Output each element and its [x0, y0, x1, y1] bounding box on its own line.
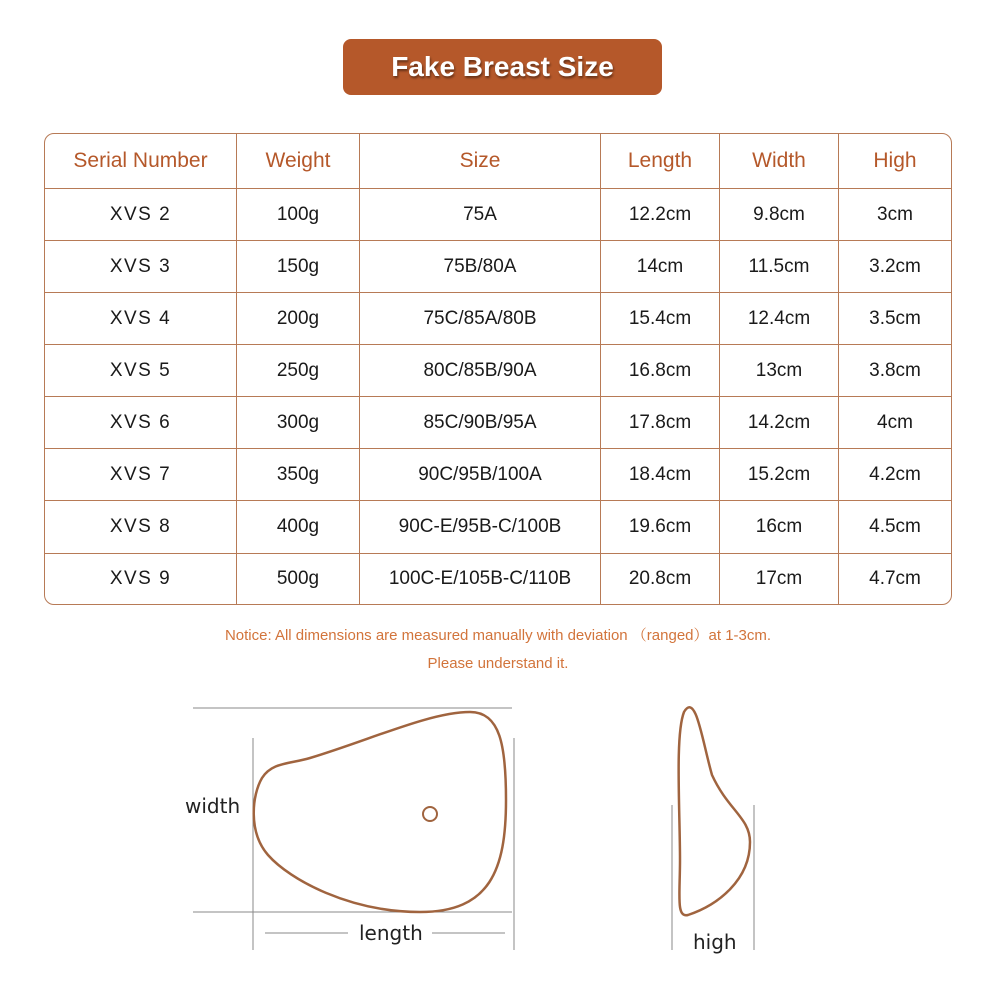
- cell-size: 100C-E/105B-C/110B: [360, 553, 601, 604]
- header-serial-number: Serial Number: [45, 134, 237, 189]
- notice-line-2: Please understand it.: [427, 655, 569, 672]
- cell-serial: XVS 8: [45, 501, 237, 553]
- cell-weight: 500g: [237, 553, 360, 604]
- cell-weight: 150g: [237, 241, 360, 293]
- cell-weight: 300g: [237, 397, 360, 449]
- cell-width: 13cm: [720, 345, 839, 397]
- page-title: Fake Breast Size: [391, 51, 614, 82]
- cell-serial: XVS 5: [45, 345, 237, 397]
- breast-form-front-outline: [254, 712, 506, 912]
- cell-high: 3cm: [839, 189, 952, 241]
- high-label: high: [693, 930, 737, 954]
- notice-line-1: Notice: All dimensions are measured manually with deviation （ranged）at 1-3cm.: [224, 627, 772, 644]
- cell-weight: 350g: [237, 449, 360, 501]
- cell-size: 80C/85B/90A: [360, 345, 601, 397]
- width-label: width: [185, 794, 241, 818]
- cell-serial: XVS 7: [45, 449, 237, 501]
- header-length: Length: [601, 134, 720, 189]
- cell-length: 17.8cm: [601, 397, 720, 449]
- header-width: Width: [720, 134, 839, 189]
- cell-size: 75B/80A: [360, 241, 601, 293]
- cell-width: 16cm: [720, 501, 839, 553]
- cell-size: 75C/85A/80B: [360, 293, 601, 345]
- cell-width: 9.8cm: [720, 189, 839, 241]
- cell-high: 4.7cm: [839, 553, 952, 604]
- header-high: High: [839, 134, 952, 189]
- cell-serial: XVS 3: [45, 241, 237, 293]
- cell-serial: XVS 6: [45, 397, 237, 449]
- cell-high: 3.8cm: [839, 345, 952, 397]
- cell-weight: 250g: [237, 345, 360, 397]
- cell-size: 90C-E/95B-C/100B: [360, 501, 601, 553]
- cell-length: 14cm: [601, 241, 720, 293]
- breast-form-side-outline: [679, 707, 750, 915]
- cell-weight: 400g: [237, 501, 360, 553]
- cell-high: 4.2cm: [839, 449, 952, 501]
- cell-length: 19.6cm: [601, 501, 720, 553]
- cell-serial: XVS 9: [45, 553, 237, 604]
- cell-serial: XVS 4: [45, 293, 237, 345]
- cell-weight: 200g: [237, 293, 360, 345]
- cell-high: 4cm: [839, 397, 952, 449]
- cell-width: 14.2cm: [720, 397, 839, 449]
- cell-size: 75A: [360, 189, 601, 241]
- cell-length: 16.8cm: [601, 345, 720, 397]
- side-view-guides: [672, 805, 754, 950]
- cell-weight: 100g: [237, 189, 360, 241]
- cell-width: 17cm: [720, 553, 839, 604]
- cell-high: 3.2cm: [839, 241, 952, 293]
- nipple-marker: [423, 807, 437, 821]
- cell-length: 18.4cm: [601, 449, 720, 501]
- cell-width: 15.2cm: [720, 449, 839, 501]
- length-label: length: [359, 921, 423, 945]
- cell-length: 20.8cm: [601, 553, 720, 604]
- header-size: Size: [360, 134, 601, 189]
- cell-width: 11.5cm: [720, 241, 839, 293]
- cell-high: 4.5cm: [839, 501, 952, 553]
- cell-width: 12.4cm: [720, 293, 839, 345]
- cell-length: 15.4cm: [601, 293, 720, 345]
- cell-length: 12.2cm: [601, 189, 720, 241]
- cell-high: 3.5cm: [839, 293, 952, 345]
- cell-size: 85C/90B/95A: [360, 397, 601, 449]
- cell-size: 90C/95B/100A: [360, 449, 601, 501]
- header-weight: Weight: [237, 134, 360, 189]
- cell-serial: XVS 2: [45, 189, 237, 241]
